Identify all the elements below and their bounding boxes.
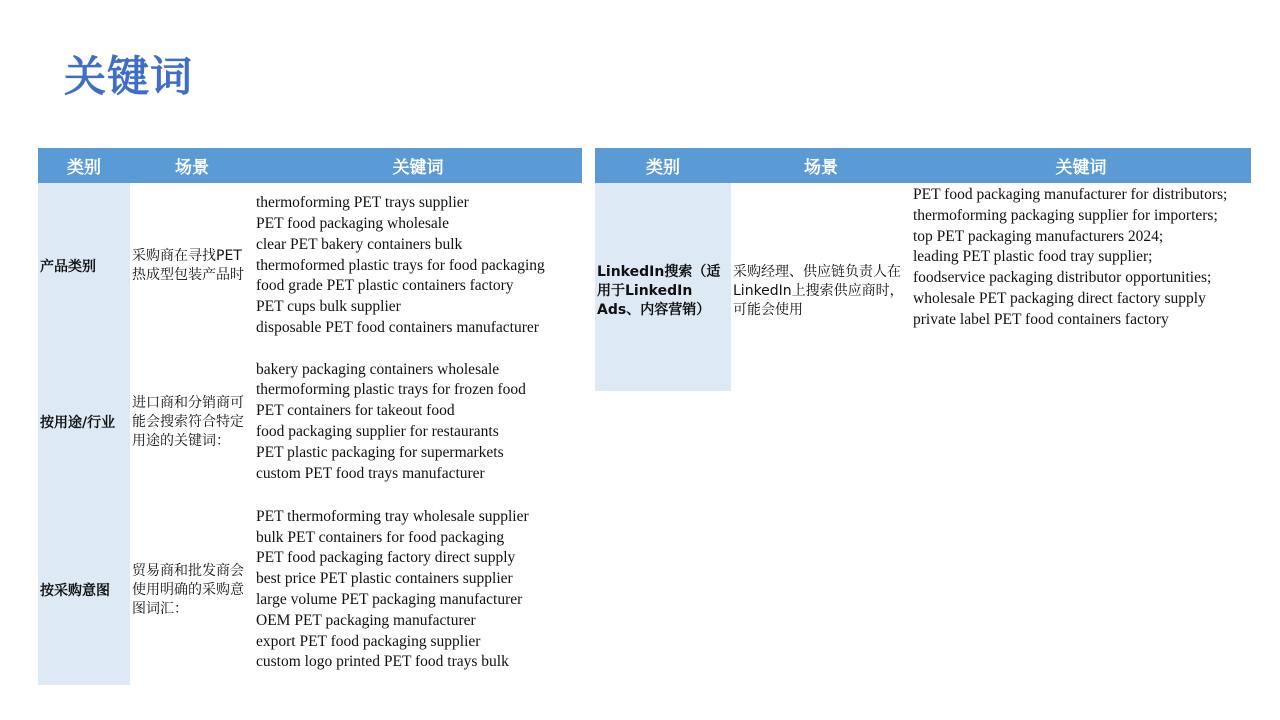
table-row	[38, 183, 582, 349]
category-cell: 按采购意图	[38, 495, 130, 685]
table-row	[38, 495, 582, 685]
keyword-item: bulk PET containers for food packaging	[256, 528, 505, 546]
category-cell: 按用途/行业	[38, 349, 130, 495]
keyword-item: thermoforming packaging supplier for importers;	[913, 206, 1218, 224]
page-title: 关键词	[64, 52, 194, 101]
keyword-item: custom logo printed PET food trays bulk	[256, 653, 509, 671]
keyword-item: thermoforming plastic trays for frozen food	[256, 381, 526, 399]
keyword-table-right	[595, 148, 1251, 391]
table-header-row	[38, 148, 582, 183]
keywords-cell	[254, 349, 582, 495]
keyword-item: PET cups bulk supplier	[256, 298, 401, 316]
keyword-item: PET thermoforming tray wholesale supplier	[256, 507, 529, 525]
keywords-cell	[911, 183, 1251, 391]
keyword-item: disposable PET food containers manufacturer	[256, 318, 539, 336]
table-row	[595, 183, 1251, 391]
keyword-item: top PET packaging manufacturers 2024;	[913, 227, 1164, 245]
table-header-row	[595, 148, 1251, 183]
keyword-item: PET food packaging factory direct supply	[256, 549, 516, 567]
table-row	[38, 349, 582, 495]
header-keywords: 关键词	[911, 148, 1251, 183]
keyword-item: food packaging supplier for restaurants	[256, 423, 499, 440]
keyword-item: clear PET bakery containers bulk	[256, 235, 463, 253]
keyword-item: OEM PET packaging manufacturer	[256, 611, 476, 629]
header-category: 类别	[595, 148, 731, 183]
category-cell: 产品类别	[38, 183, 130, 349]
keyword-item: custom PET food trays manufacturer	[256, 464, 485, 482]
keyword-item: large volume PET packaging manufacturer	[256, 591, 523, 608]
keyword-item: thermoformed plastic trays for food packaging	[256, 256, 545, 274]
keyword-item: export PET food packaging supplier	[256, 632, 481, 650]
keyword-item: thermoforming PET trays supplier	[256, 194, 469, 212]
keyword-item: food grade PET plastic containers factory	[256, 277, 514, 295]
keyword-item: PET food packaging manufacturer for distributors;	[913, 186, 1228, 203]
keyword-item: bakery packaging containers wholesale	[256, 360, 500, 378]
keyword-item: best price PET plastic containers supplier	[256, 570, 513, 588]
header-scene: 场景	[130, 148, 254, 183]
scene-cell: 进口商和分销商可能会搜索符合特定用途的关键词：	[132, 394, 244, 449]
scene-cell: 采购经理、供应链负责人在LinkedIn上搜索供应商时，可能会使用	[733, 264, 904, 318]
scene-cell: 采购商在寻找PET热成型包装产品时	[132, 248, 244, 283]
scene-cell: 贸易商和批发商会使用明确的采购意图词汇：	[132, 562, 244, 617]
header-category: 类别	[38, 148, 130, 183]
keyword-item: private label PET food containers factory	[913, 310, 1169, 328]
keywords-cell	[254, 183, 582, 349]
keyword-item: foodservice packaging distributor opportunities;	[913, 269, 1212, 287]
header-keywords: 关键词	[254, 148, 582, 183]
keyword-item: PET food packaging wholesale	[256, 215, 449, 232]
keyword-item: leading PET plastic food tray supplier;	[913, 248, 1153, 266]
header-scene: 场景	[731, 148, 911, 183]
category-cell: LinkedIn搜索（适用于LinkedIn Ads、内容营销）	[595, 183, 731, 391]
keyword-item: wholesale PET packaging direct factory supply	[913, 289, 1206, 307]
keyword-item: PET containers for takeout food	[256, 402, 455, 420]
keyword-item: PET plastic packaging for supermarkets	[256, 443, 504, 461]
keywords-cell	[254, 495, 582, 685]
keyword-table-left	[38, 148, 582, 685]
